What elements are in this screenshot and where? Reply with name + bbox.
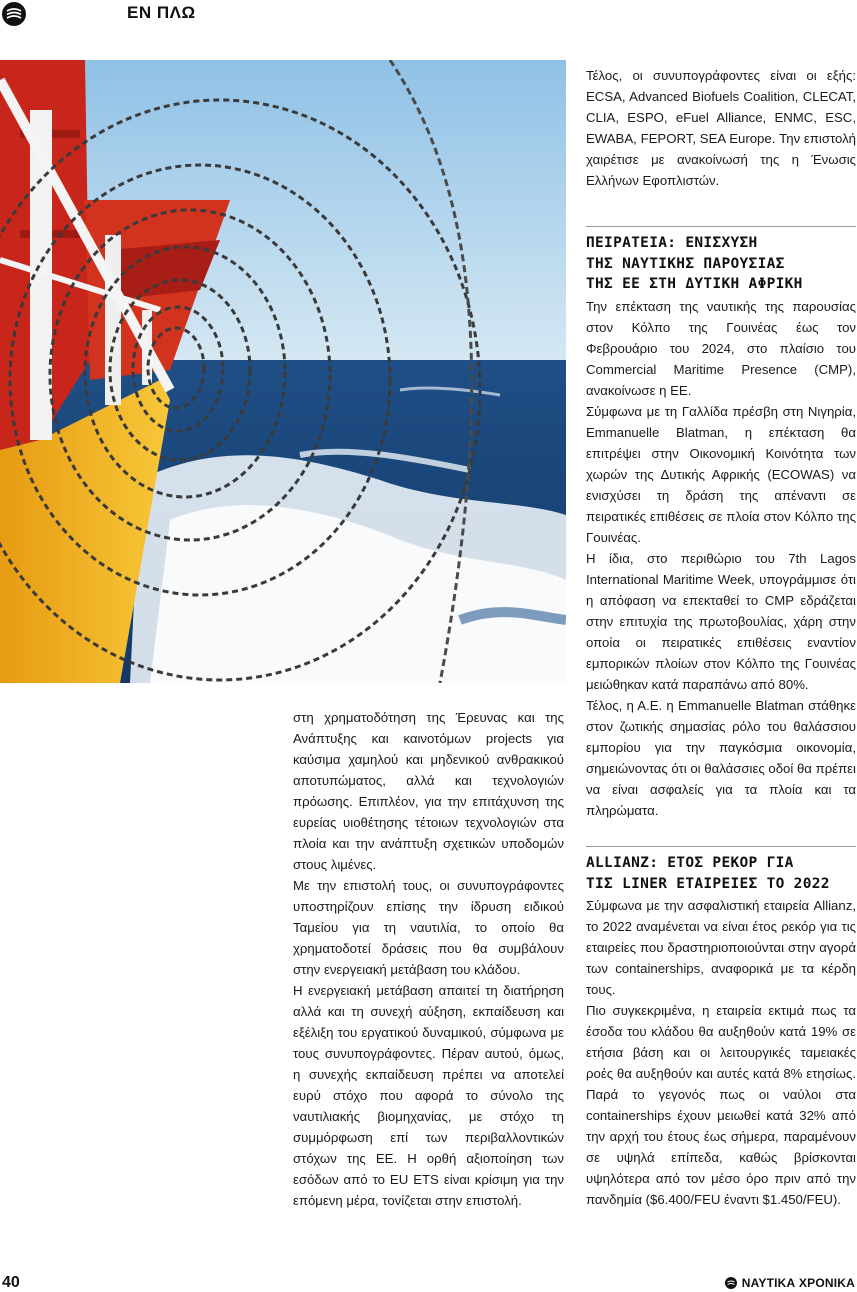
article-headline: [586, 233, 856, 295]
publication-logo-icon: [2, 2, 26, 26]
paragraph: Σύμφωνα με την ασφαλιστική εταιρεία Allianz, το 2022 αναμένεται να είναι έτος ρεκόρ για τις εταιρείες που δραστηριοποιούνται στην αγορά των containerships, αναφορικά με τα κέρδη τους.: [586, 898, 856, 997]
divider: [586, 226, 856, 227]
paragraph: Η ίδια, στο περιθώριο του 7th Lagos International Maritime Week, υπογράμμισε ότι η απόφαση να επεκταθεί το CMP εδράζεται στην επιτυχία της πρωτοβουλίας, χάρη στην οποία οι πειρατικές επιθέσεις εναντίον εμπορικών πλοίων στον Κόλπο της Γουινέας μειώθηκαν κατά παραπάνω από 80%.: [586, 550, 856, 692]
headline-line: ΤΙΣ LINER ΕΤΑΙΡΕΙΕΣ ΤΟ 2022: [586, 875, 830, 892]
article-piracy: [586, 226, 856, 821]
paragraph: στη χρηματοδότηση της Έρευνας και της Ανάπτυξης και καινοτόμων projects για καύσιμα χαμηλού και μηδενικού ανθρακικού αποτυπώματος, αλλά και τεχνολογιών πρόωσης. Επιπλέον, για την επιτάχυνση της ευρείας υιοθέτησης τέτοιων τεχνολογιών στα πλοία και την ανάπτυξη σχετικών υποδομών στους λιμένες.: [293, 710, 564, 872]
middle-text-column: [293, 707, 564, 1211]
ship-razor-wire-photo: [0, 60, 566, 683]
brand-logo-icon: [725, 1277, 737, 1289]
paragraph: Πιο συγκεκριμένα, η εταιρεία εκτιμά πως τα έσοδα του κλάδου θα αυξηθούν κατά 19% σε ετήσια βάση και οι λειτουργικές ταμειακές ροές θα αυξηθούν και αυτές κατά 8% ετησίως. Παρά το γεγονός πως οι ναύλοι στα containerships έχουν μειωθεί κατά 32% από την αρχή του έτους έως σήμερα, παραμένουν σε υψηλά επίπεδα, καθώς βρίσκονται υψηλότερα από τον μέσο όρο πριν από την πανδημία ($6.400/FEU έναντι $1.450/FEU).: [586, 1003, 856, 1207]
footer-brand: [725, 1276, 855, 1290]
headline-line: ΤΗΣ ΕΕ ΣΤΗ ΔΥΤΙΚΗ ΑΦΡΙΚΗ: [586, 276, 803, 292]
section-label: ΕΝ ΠΛΩ: [127, 3, 196, 22]
divider: [586, 846, 856, 847]
brand-name: ΝΑΥΤΙΚΑ ΧΡΟΝΙΚΑ: [741, 1276, 855, 1290]
headline-line: ΠΕΙΡΑΤΕΙΑ: ΕΝΙΣΧΥΣΗ: [586, 235, 758, 251]
paragraph: Τέλος, οι συνυπογράφοντες είναι οι εξής: ECSA, Advanced Biofuels Coalition, CLECAT, CLIA, ESPO, eFuel Alliance, ENMC, ESC, EWABA, FEPORT, SEA Europe. Την επιστολή χαιρέτισε με ανακοίνωσή της η Ένωσις Ελλήνων Εφοπλιστών.: [586, 68, 856, 188]
headline-line: ALLIANZ: ΕΤΟΣ ΡΕΚΟΡ ΓΙΑ: [586, 855, 794, 871]
paragraph: Με την επιστολή τους, οι συνυπογράφοντες υποστηρίζουν επίσης την ίδρυση ειδικού Ταμείου για τη ναυτιλία, το οποίο θα χρηματοδοτεί δράσεις που θα συμβάλουν στην ενεργειακή μετάβαση του κλάδου.: [293, 878, 564, 977]
article-allianz: [586, 846, 856, 1210]
article-body: [586, 296, 856, 821]
paragraph: Τέλος, η Α.Ε. η Emmanuelle Blatman στάθηκε στον ζωτικής σημασίας ρόλο του θαλάσσιου εμπορίου για την παγκόσμια οικονομία, σημειώνοντας ότι οι θαλάσσιες οδοί θα πρέπει να είναι ασφαλείς για τα πλοία και τα πληρώματα.: [586, 697, 856, 818]
article-headline: [586, 853, 856, 894]
headline-line: ΤΗΣ ΝΑΥΤΙΚΗΣ ΠΑΡΟΥΣΙΑΣ: [586, 255, 785, 272]
paragraph: Την επέκταση της ναυτικής της παρουσίας στον Κόλπο της Γουινέας έως τον Φεβρουάριο του 2024, στο πλαίσιο του Commercial Maritime Presence (CMP), ανακοίνωσε η ΕΕ.: [586, 298, 856, 398]
paragraph: Σύμφωνα με τη Γαλλίδα πρέσβη στη Νιγηρία, Emmanuelle Blatman, η επέκταση θα επιτρέψει στην Οικονομική Κοινότητα των χωρών της Δυτικής Αφρικής (ECOWAS) να ενισχύσει τη δράση της απέναντι σε πειρατικές επιθέσεις σε πλοία στον Κόλπο της Γουινέας.: [586, 403, 856, 545]
paragraph: Η ενεργειακή μετάβαση απαιτεί τη διατήρηση αλλά και τη συνεχή αύξηση, εκπαίδευση και εξέλιξη του εργατικού δυναμικού, σύμφωνα με τους συνυπογράφοντες. Πέραν αυτού, όμως, η συνεχής εκπαίδευση πρέπει να αποτελεί ευρύ στόχο που αφορά το σύνολο της ναυτιλιακής βιομηχανίας, με στόχο τη συμμόρφωση επί των περιβαλλοντικών στόχων της ΕΕ. Η ορθή αξιοποίηση των εσόδων από το EU ETS είναι κρίσιμη για την επόμενη μέρα, τονίζεται στην επιστολή.: [293, 983, 564, 1208]
article-body: [586, 895, 856, 1210]
page-number: 40: [2, 1274, 20, 1291]
right-column-intro: [586, 65, 856, 191]
